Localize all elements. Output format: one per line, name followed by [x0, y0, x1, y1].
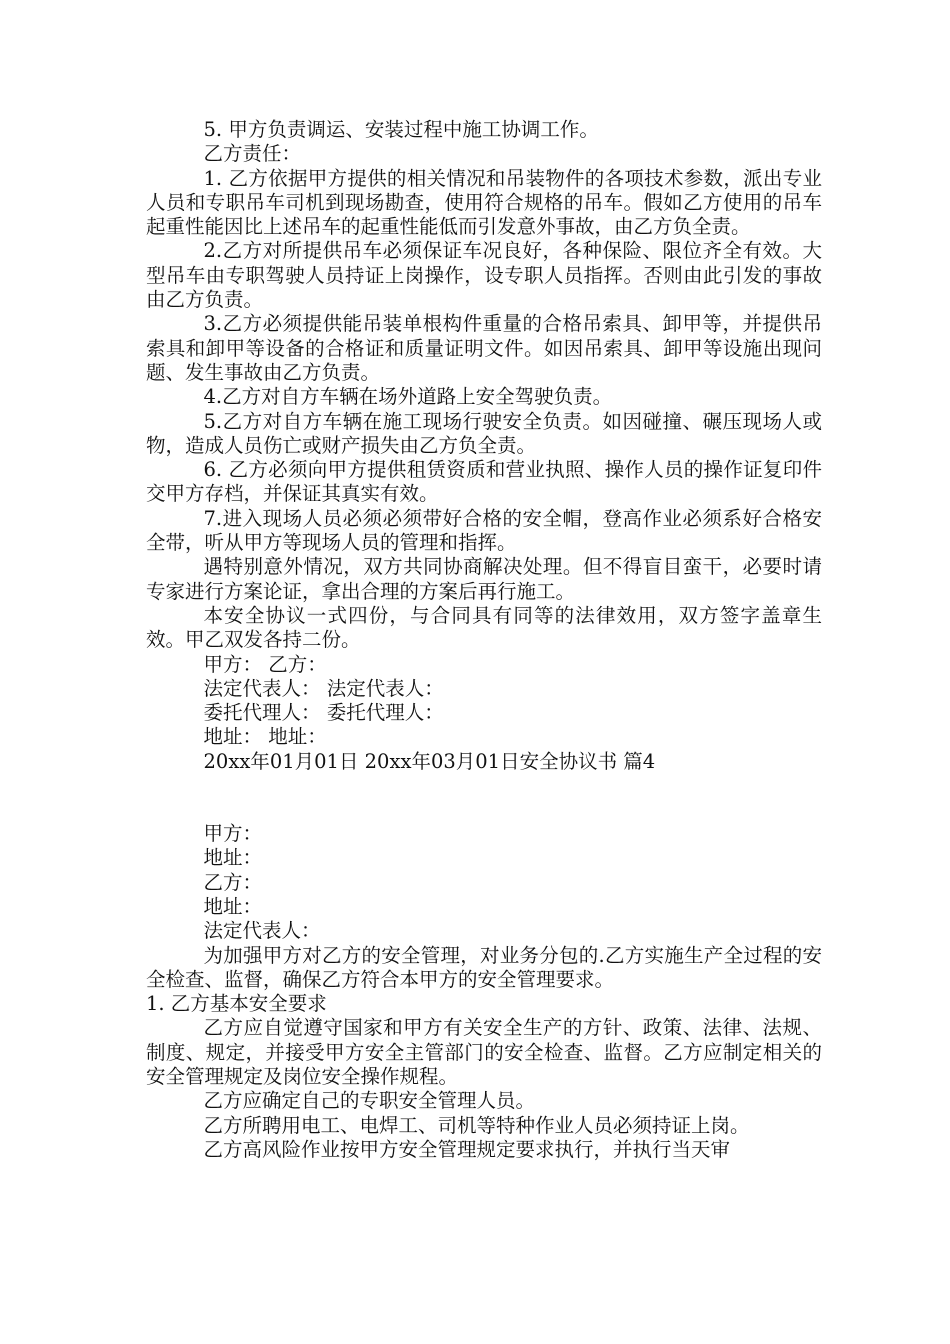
signature-line: 地址： 地址：: [203, 725, 327, 749]
paragraph: 乙方高风险作业按甲方安全管理规定要求执行，并执行当天审: [203, 1137, 731, 1161]
paragraph: 7.进入现场人员必须必须带好合格的安全帽，登高作业必须系好合格安全带，听从甲方等现场人员的管理和指挥。: [146, 506, 822, 555]
paragraph: 5. 甲方负责调运、安装过程中施工协调工作。: [203, 118, 599, 141]
document-page: [146, 118, 822, 1162]
paragraph: 乙方应自觉遵守国家和甲方有关安全生产的方针、政策、法律、法规、制度、规定，并接受甲方安全主管部门的安全检查、监督。乙方应制定相关的安全管理规定及岗位安全操作规程。: [146, 1016, 822, 1088]
date-line: 20xx年01月01日 20xx年03月01日安全协议书 篇4: [203, 749, 656, 773]
signature-line: 法定代表人： 法定代表人：: [203, 676, 444, 700]
signature-line: 委托代理人： 委托代理人：: [203, 701, 444, 725]
section-heading: 1. 乙方基本安全要求: [146, 992, 327, 1016]
signature-line: 甲方： 乙方：: [203, 652, 327, 676]
section-gap: [146, 774, 822, 822]
paragraph: 乙方所聘用电工、电焊工、司机等特种作业人员必须持证上岗。: [203, 1113, 750, 1137]
paragraph: 乙方应确定自己的专职安全管理人员。: [203, 1089, 536, 1113]
paragraph: 1. 乙方依据甲方提供的相关情况和吊装物件的各项技术参数，派出专业人员和专职吊车司机到现场勘查，使用符合规格的吊车。假如乙方使用的吊车起重性能因比上述吊车的起重性能低而引发意外事故，由乙方负全责。: [146, 166, 822, 239]
party-field: 地址：: [203, 894, 263, 918]
paragraph: 本安全协议一式四份，与合同具有同等的法律效用，双方签字盖章生效。甲乙双发各持二份。: [146, 603, 822, 652]
paragraph: 4.乙方对自方车辆在场外道路上安全驾驶负责。: [203, 385, 613, 409]
paragraph: 6. 乙方必须向甲方提供租赁资质和营业执照、操作人员的操作证复印件交甲方存档，并保证其真实有效。: [146, 458, 822, 506]
paragraph: 遇特别意外情况，双方共同协商解决处理。但不得盲目蛮干，必要时请专家进行方案论证，拿出合理的方案后再行施工。: [146, 555, 822, 603]
party-field: 甲方：: [203, 822, 263, 846]
paragraph: 3.乙方必须提供能吊装单根构件重量的合格吊索具、卸甲等，并提供吊索具和卸甲等设备的合格证和质量证明文件。如因吊索具、卸甲等设施出现问题、发生事故由乙方负责。: [146, 312, 822, 384]
paragraph: 5.乙方对自方车辆在施工现场行驶安全负责。如因碰撞、碾压现场人或物，造成人员伤亡或财产损失由乙方负全责。: [146, 409, 822, 457]
paragraph: 为加强甲方对乙方的安全管理，对业务分包的.乙方实施生产全过程的安全检查、监督，确保乙方符合本甲方的安全管理要求。: [146, 943, 822, 991]
party-field: 乙方：: [203, 870, 263, 894]
paragraph: 2.乙方对所提供吊车必须保证车况良好，各种保险、限位齐全有效。大型吊车由专职驾驶人员持证上岗操作，设专职人员指挥。否则由此引发的事故由乙方负责。: [146, 239, 822, 312]
party-field: 法定代表人：: [203, 919, 321, 943]
paragraph: 乙方责任：: [203, 142, 302, 166]
party-field: 地址：: [203, 846, 263, 870]
